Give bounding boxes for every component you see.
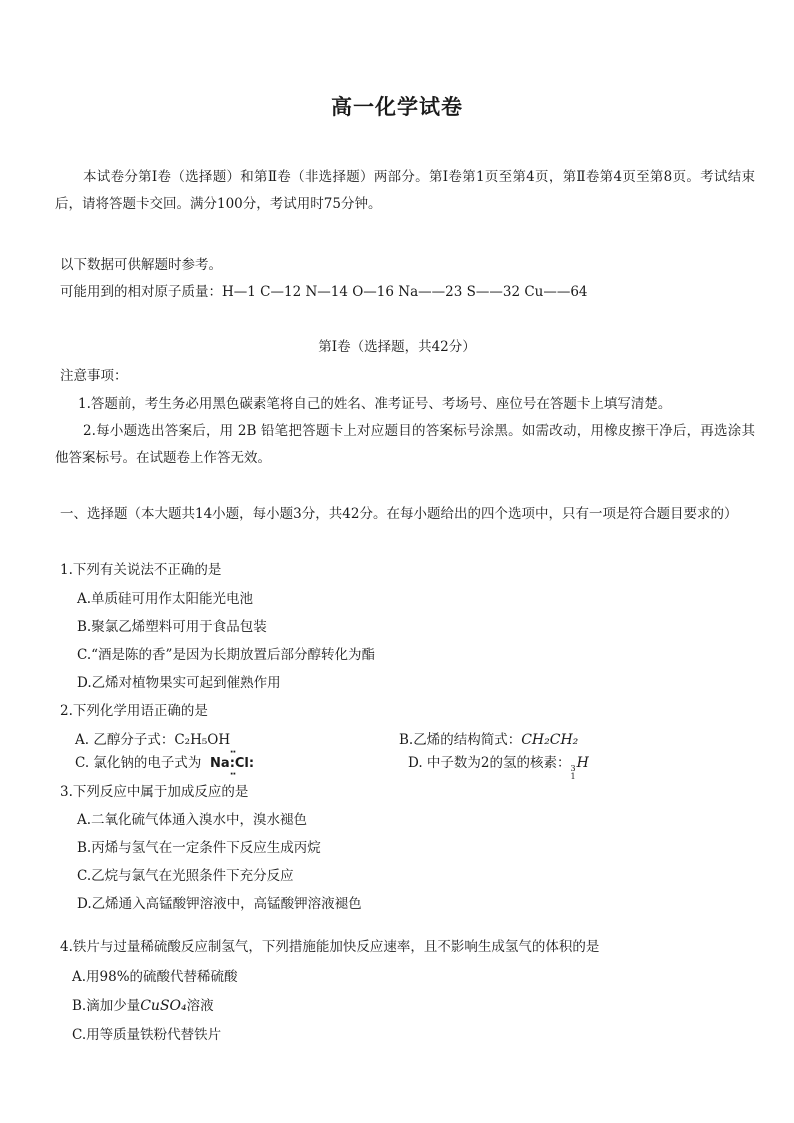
section-heading: 第Ⅰ卷（选择题，共42分）	[318, 339, 476, 355]
isotope-atomic-number: 1	[570, 772, 576, 781]
isotope-mass-number: 3	[570, 764, 576, 773]
q1-stem: 1.下列有关说法不正确的是	[60, 562, 222, 578]
q4-option-b	[72, 994, 214, 1014]
q3-option-c: C.乙烷与氯气在光照条件下充分反应	[77, 868, 294, 884]
part1-heading: 一、选择题（本大题共14小题，每小题3分，共42分。在每小题给出的四个选项中，只有一项是符合题目要求的）	[60, 506, 738, 522]
q4-option-b-formula: CuSO₄	[140, 998, 187, 1014]
atomic-mass-line: 可能用到的相对原子质量：H—1 C—12 N—14 O—16 Na——23 S——32 Cu——64	[60, 284, 588, 300]
isotope-symbol: H	[576, 755, 589, 771]
note-1: 1.答题前，考生务必用黑色碳素笔将自己的姓名、准考证号、考场号、座位号在答题卡上填写清楚。	[78, 396, 672, 412]
q2-option-d-label: D. 中子数为2的氢的核素：	[408, 755, 571, 771]
isotope-numbers	[571, 765, 576, 781]
q3-stem: 3.下列反应中属于加成反应的是	[60, 784, 249, 800]
q2-option-a-label: A. 乙醇分子式：	[75, 732, 175, 748]
q4-option-b-prefix: B.滴加少量	[72, 998, 141, 1014]
q2-option-b-label: B.乙烯的结构简式：	[399, 732, 522, 748]
electron-formula-cl: ·· :Cl: ··	[230, 756, 254, 771]
q1-option-b: B.聚氯乙烯塑料可用于食品包装	[77, 619, 267, 635]
q4-stem: 4.铁片与过量稀硫酸反应制氢气，下列措施能加快反应速率，且不影响生成氢气的体积的是	[60, 939, 600, 955]
q2-stem: 2.下列化学用语正确的是	[60, 703, 208, 719]
q2-option-b	[399, 728, 578, 748]
reference-note: 以下数据可供解题时参考。	[60, 257, 222, 273]
q1-option-a: A.单质硅可用作太阳能光电池	[77, 591, 254, 607]
q2-option-a	[75, 728, 230, 748]
q2-option-d	[408, 751, 589, 781]
q4-option-b-suffix: 溶液	[186, 998, 214, 1014]
page-title: 高一化学试卷	[331, 94, 463, 119]
note-2: 2.每小题选出答案后，用 2B 铅笔把答题卡上对应题目的答案标号涂黑。如需改动，用橡皮擦干净后，再选涂其他答案标号。在试题卷上作答无效。	[55, 423, 755, 466]
q3-option-d: D.乙烯通入高锰酸钾溶液中，高锰酸钾溶液褪色	[77, 896, 362, 912]
q4-option-a: A.用98%的硫酸代替稀硫酸	[72, 969, 238, 985]
notes-heading: 注意事项：	[60, 368, 128, 384]
q3-option-b: B.丙烯与氢气在一定条件下反应生成丙烷	[77, 840, 321, 856]
q1-option-c: C.“酒是陈的香”是因为长期放置后部分醇转化为酯	[77, 647, 375, 663]
q4-option-c: C.用等质量铁粉代替铁片	[72, 1027, 222, 1043]
q2-option-a-formula: C₂H₅OH	[174, 732, 231, 748]
electron-formula-na: Na	[210, 756, 230, 771]
q2-option-c-label: C. 氯化钠的电子式为	[75, 755, 202, 771]
q1-option-d: D.乙烯对植物果实可起到催熟作用	[77, 675, 281, 691]
exam-intro: 本试卷分第Ⅰ卷（选择题）和第Ⅱ卷（非选择题）两部分。第Ⅰ卷第1页至第4页，第Ⅱ卷第4页至第8页。考试结束后，请将答题卡交回。满分100分，考试用时75分钟。	[55, 169, 755, 212]
q2-option-b-formula: CH₂CH₂	[521, 732, 579, 748]
q2-option-c	[75, 751, 254, 771]
q3-option-a: A.二氧化硫气体通入溴水中，溴水褪色	[77, 812, 308, 828]
